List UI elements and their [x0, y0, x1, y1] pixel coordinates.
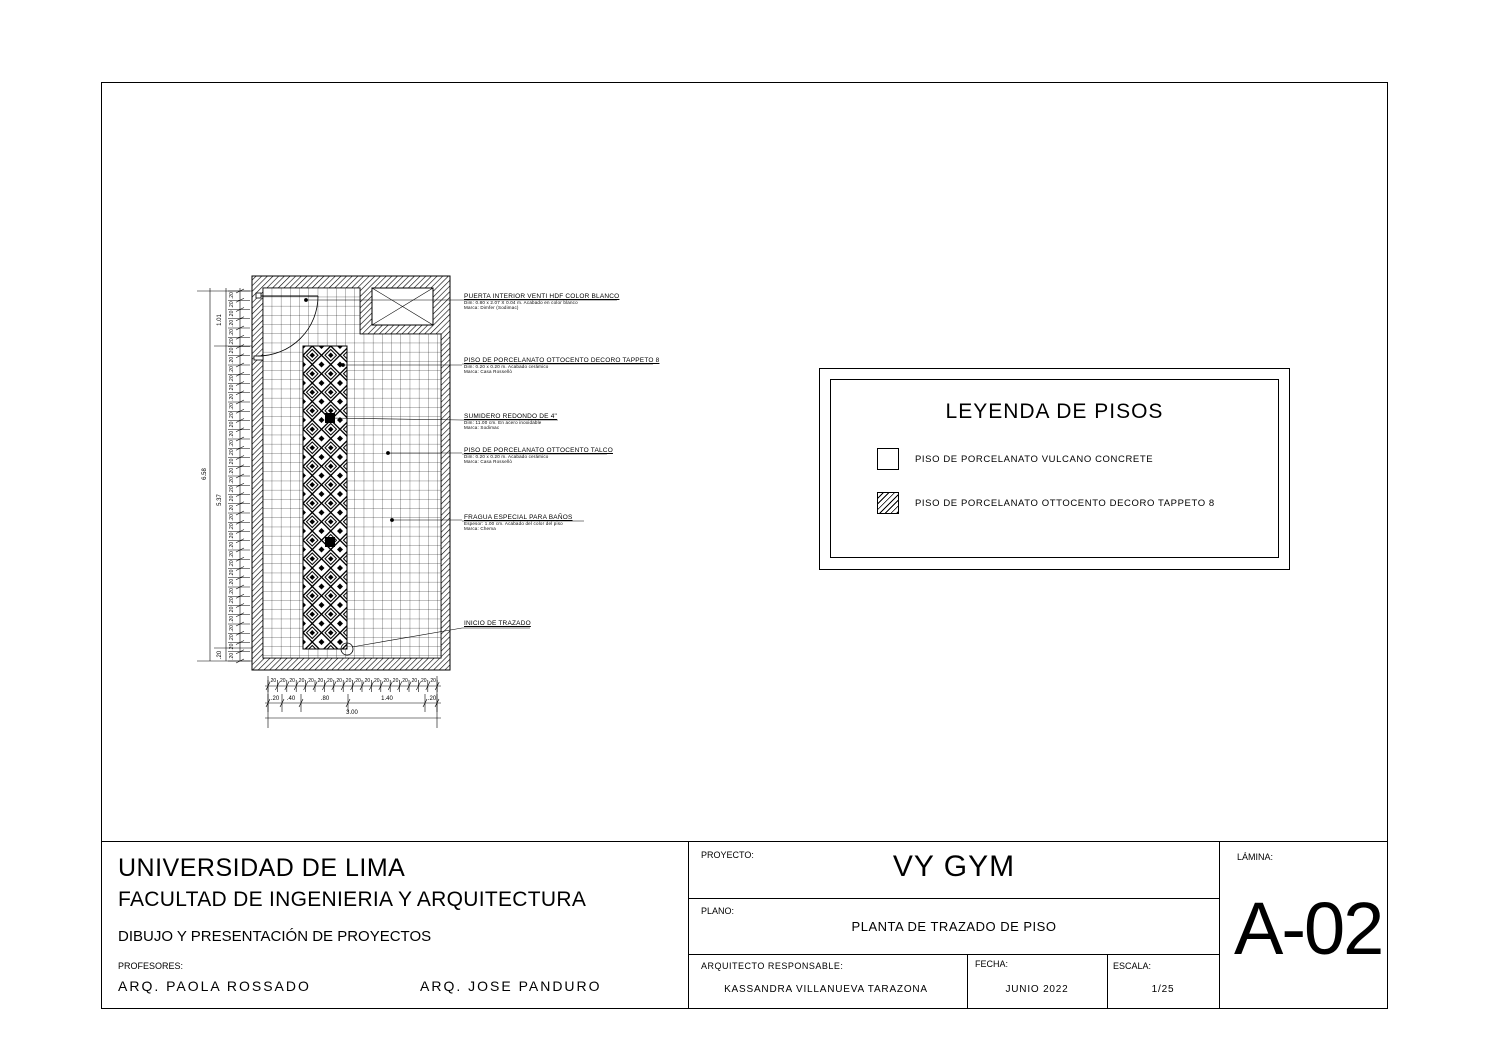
annotation-drain: [464, 413, 557, 430]
dim-module-label: .20: [229, 615, 235, 623]
dim-module-label: .20: [229, 393, 235, 401]
dim-module-label: .20: [229, 477, 235, 485]
annotation-drain-detail2: Marca: Sodimac: [464, 425, 500, 430]
annotation-grout: [464, 514, 573, 531]
dim-module-label: .20: [269, 678, 277, 684]
dim-module-label: .20: [229, 486, 235, 494]
dim-module-label: .20: [353, 678, 361, 684]
legend-box: [830, 379, 1279, 558]
dim-module-label: .20: [229, 495, 235, 503]
floor-tile-grid: [263, 288, 441, 658]
dim-seg4: 1.40: [381, 696, 393, 702]
annotation-decor-floor-title: PISO DE PORCELANATO OTTOCENTO DECORO TAPPETO 8: [464, 357, 660, 364]
annotation-start: [464, 620, 531, 627]
dim-module-label: .20: [229, 625, 235, 633]
dim-module-label: .20: [229, 458, 235, 466]
hatch-tile-swatch-icon: [877, 492, 899, 514]
scale-label: ESCALA:: [1113, 961, 1152, 971]
dim-main-vertical: 5.37: [217, 494, 223, 506]
annotation-decor-floor-detail2: Marca: Casa Rossellò: [464, 369, 513, 374]
door-hinge: [256, 293, 261, 298]
dim-module-label: .20: [229, 634, 235, 642]
dim-module-label: .20: [229, 560, 235, 568]
dim-module-label: .20: [229, 606, 235, 614]
dim-module-label: .20: [297, 678, 305, 684]
sheet-number: A-02: [1234, 887, 1383, 970]
plan-label: PLANO:: [701, 906, 735, 916]
dim-module-label: .20: [325, 678, 333, 684]
professor-2: ARQ. JOSE PANDURO: [420, 978, 602, 994]
legend-item-label: PISO DE PORCELANATO OTTOCENTO DECORO TAPPETO 8: [915, 497, 1215, 509]
dim-module-label: .20: [229, 569, 235, 577]
dim-module-label: .20: [229, 347, 235, 355]
dim-module-label: .20: [229, 403, 235, 411]
dim-module-label: .20: [278, 678, 286, 684]
decor-tile-strip: [303, 346, 347, 649]
date-value: JUNIO 2022: [1005, 984, 1069, 995]
dim-bottom-vertical: .20: [217, 650, 223, 660]
dim-seg2: .40: [286, 696, 296, 702]
dim-module-label: .20: [391, 678, 399, 684]
drain-icon: [325, 537, 335, 547]
date-label: FECHA:: [975, 959, 1009, 969]
dim-module-label: .20: [229, 532, 235, 540]
dim-module-label: .20: [229, 504, 235, 512]
dim-module-label: .20: [229, 523, 235, 531]
dim-module-label: .20: [229, 421, 235, 429]
divider: [1219, 842, 1220, 1009]
course-name: DIBUJO Y PRESENTACIÓN DE PROYECTOS: [118, 928, 432, 945]
dim-module-label: .20: [229, 338, 235, 346]
dim-module-label: .20: [229, 329, 235, 337]
annotation-start-title: INICIO DE TRAZADO: [464, 620, 531, 627]
dim-module-label: .20: [429, 678, 436, 684]
architect-name: KASSANDRA VILLANUEVA TARAZONA: [724, 984, 928, 995]
floor-plan-drawing: [0, 0, 700, 760]
legend-frame: [819, 368, 1290, 570]
annotation-talco-floor-detail2: Marca: Casa Rossellò: [464, 459, 513, 464]
dim-top-vertical: 1.01: [217, 314, 223, 326]
annotation-grout-detail2: Marca: Chema: [464, 526, 496, 531]
dim-module-label: .20: [335, 678, 342, 684]
legend-item-label: PISO DE PORCELANATO VULCANO CONCRETE: [915, 453, 1154, 465]
professor-1: ARQ. PAOLA ROSSADO: [118, 978, 311, 994]
dim-module-label: .20: [229, 292, 235, 300]
dim-module-label: .20: [229, 467, 235, 475]
dim-module-label: .20: [229, 375, 235, 383]
dim-module-label: .20: [229, 514, 235, 522]
dim-module-label: .20: [229, 430, 235, 438]
annotation-grout-title: FRAGUA ESPECIAL PARA BAÑOS: [464, 514, 573, 521]
dim-module-label: .20: [363, 678, 371, 684]
annotation-talco-floor-title: PISO DE PORCELANATO OTTOCENTO TALCO: [464, 447, 613, 454]
dim-seg1: .20: [270, 696, 280, 702]
divider: [967, 954, 968, 1009]
title-block: [101, 841, 1388, 1009]
university-name: UNIVERSIDAD DE LIMA: [118, 854, 406, 882]
dim-module-label: .20: [229, 551, 235, 559]
scale-value: 1/25: [1151, 984, 1175, 995]
dim-module-label: .20: [344, 678, 352, 684]
dim-module-label: .20: [316, 678, 324, 684]
project-label: PROYECTO:: [701, 850, 754, 860]
dim-module-label: .20: [229, 541, 235, 549]
dim-module-label: .20: [229, 366, 235, 374]
annotation-door-title: PUERTA INTERIOR VENTI HDF COLOR BLANCO: [464, 293, 620, 300]
dim-module-label: .20: [288, 678, 295, 684]
dim-seg5: .20: [427, 696, 437, 702]
dim-module-label: .20: [419, 678, 427, 684]
dim-module-label: .20: [410, 678, 418, 684]
plain-tile-swatch-icon: [877, 448, 899, 470]
dim-module-label: .20: [229, 643, 235, 651]
dim-module-label: .20: [229, 384, 235, 392]
dim-module-label: .20: [382, 678, 389, 684]
dim-module-label: .20: [229, 449, 235, 457]
dim-module-label: .20: [306, 678, 314, 684]
dim-module-label: .20: [229, 301, 235, 309]
dim-module-label: .20: [400, 678, 408, 684]
annotation-talco-floor-detail1: Dim: 0.20 x 0.20 m. Acabado cerámico: [464, 454, 549, 459]
dim-module-label: .20: [229, 319, 235, 327]
annotation-grout-detail1: Espesor: 1.00 cm. Acabado del color del piso: [464, 521, 563, 526]
divider: [1107, 954, 1108, 1009]
dim-seg3: .80: [320, 696, 330, 702]
dim-total-horizontal: 3.00: [346, 710, 358, 716]
annotation-talco-floor: [464, 447, 613, 464]
dim-module-label: .20: [229, 356, 235, 364]
divider: [688, 954, 1219, 955]
professors-label: PROFESORES:: [118, 961, 184, 971]
door-leaf: [254, 356, 263, 360]
dim-module-label: .20: [229, 310, 235, 318]
annotation-door-detail1: Dim: 0.80 x 2.07 X 0.04 m. Acabado en color blanco: [464, 300, 578, 305]
faculty-name: FACULTAD DE INGENIERIA Y ARQUITECTURA: [118, 888, 587, 911]
annotation-door-detail2: Marca: Dimfer (Sodimac): [464, 305, 519, 310]
legend-item-plain: [877, 448, 1153, 470]
dim-module-label: .20: [372, 678, 380, 684]
dim-module-label: .20: [229, 440, 235, 448]
dim-module-label: .20: [229, 578, 235, 586]
sheet-label: LÁMINA:: [1237, 852, 1274, 862]
divider: [688, 898, 1219, 899]
legend-title: LEYENDA DE PISOS: [945, 400, 1164, 423]
architect-label: ARQUITECTO RESPONSABLE:: [701, 961, 844, 971]
annotation-decor-floor: [464, 357, 659, 374]
annotation-drain-title: SUMIDERO REDONDO DE 4": [464, 413, 558, 420]
annotation-door: [464, 293, 619, 310]
project-name: VY GYM: [892, 850, 1016, 883]
legend-item-hatch: [877, 492, 1215, 514]
dim-total-vertical: 6.58: [202, 468, 208, 480]
dim-module-label: .20: [229, 412, 235, 420]
dim-module-label: .20: [229, 652, 235, 660]
dim-module-label: .20: [229, 588, 235, 596]
plan-name: PLANTA DE TRAZADO DE PISO: [851, 919, 1057, 934]
annotation-decor-floor-detail1: Dim: 0.20 x 0.20 m. Acabado cerámico: [464, 364, 549, 369]
dim-module-label: .20: [229, 597, 235, 605]
annotation-drain-detail1: Dim: 11.00 cm. En acero inoxidable: [464, 420, 542, 425]
